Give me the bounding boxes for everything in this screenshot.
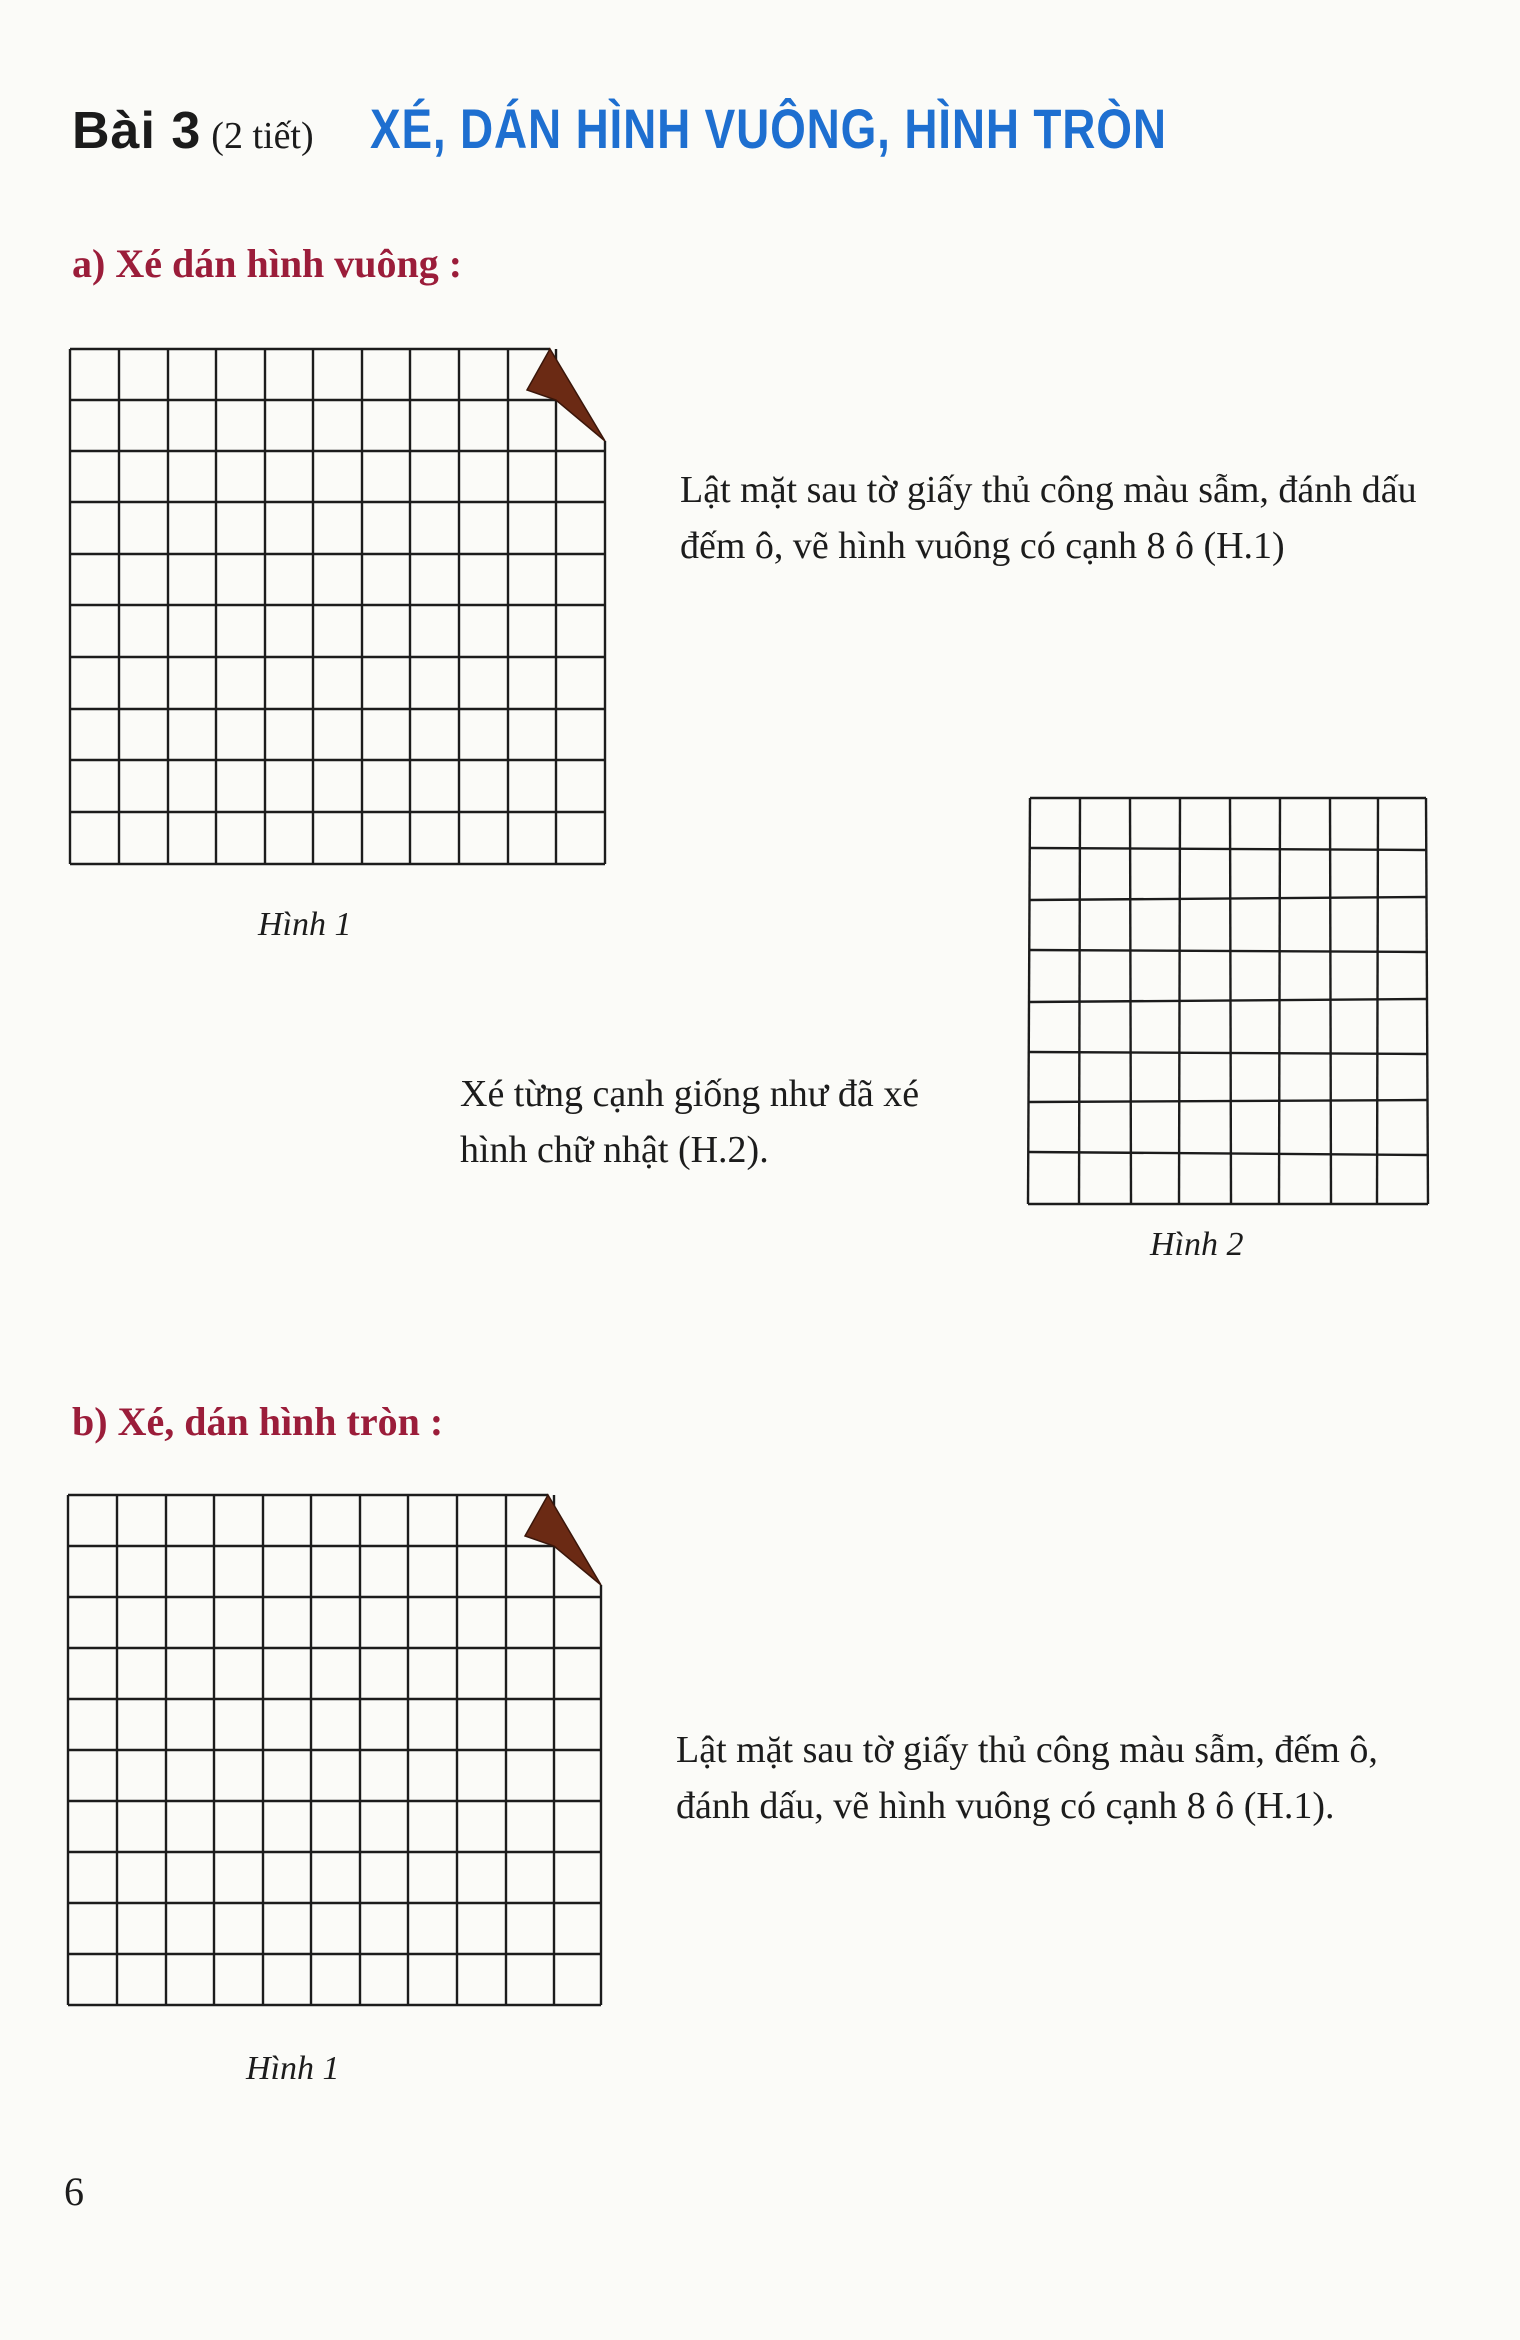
figure-1a-grid xyxy=(68,346,616,876)
section-a-instruction-2: Xé từng cạnh giống như đã xé hình chữ nhật (H.2). xyxy=(460,1073,920,1171)
lesson-duration: (2 tiết) xyxy=(211,115,314,157)
section-a-heading: a) Xé dán hình vuông : xyxy=(72,241,463,286)
figure-2-caption: Hình 2 xyxy=(1150,1226,1244,1263)
section-b-heading: b) Xé, dán hình tròn : xyxy=(72,1399,444,1444)
lesson-title: XÉ, DÁN HÌNH VUÔNG, HÌNH TRÒN xyxy=(369,97,1167,160)
figure-1a-caption: Hình 1 xyxy=(258,906,352,943)
figure-1b-caption: Hình 1 xyxy=(246,2050,340,2087)
figure-1b-grid xyxy=(66,1492,614,2016)
lesson-number: Bài 3 xyxy=(72,102,202,160)
lesson-header xyxy=(72,96,1341,161)
page-number: 6 xyxy=(64,2169,84,2214)
section-a-instruction-1: Lật mặt sau tờ giấy thủ công màu sẫm, đánh dấu đếm ô, vẽ hình vuông có cạnh 8 ô (H.1) xyxy=(680,469,1417,567)
section-b-instruction-1: Lật mặt sau tờ giấy thủ công màu sẫm, đếm ô, đánh dấu, vẽ hình vuông có cạnh 8 ô (H.1). xyxy=(676,1729,1378,1827)
figure-2-grid xyxy=(1026,796,1434,1212)
